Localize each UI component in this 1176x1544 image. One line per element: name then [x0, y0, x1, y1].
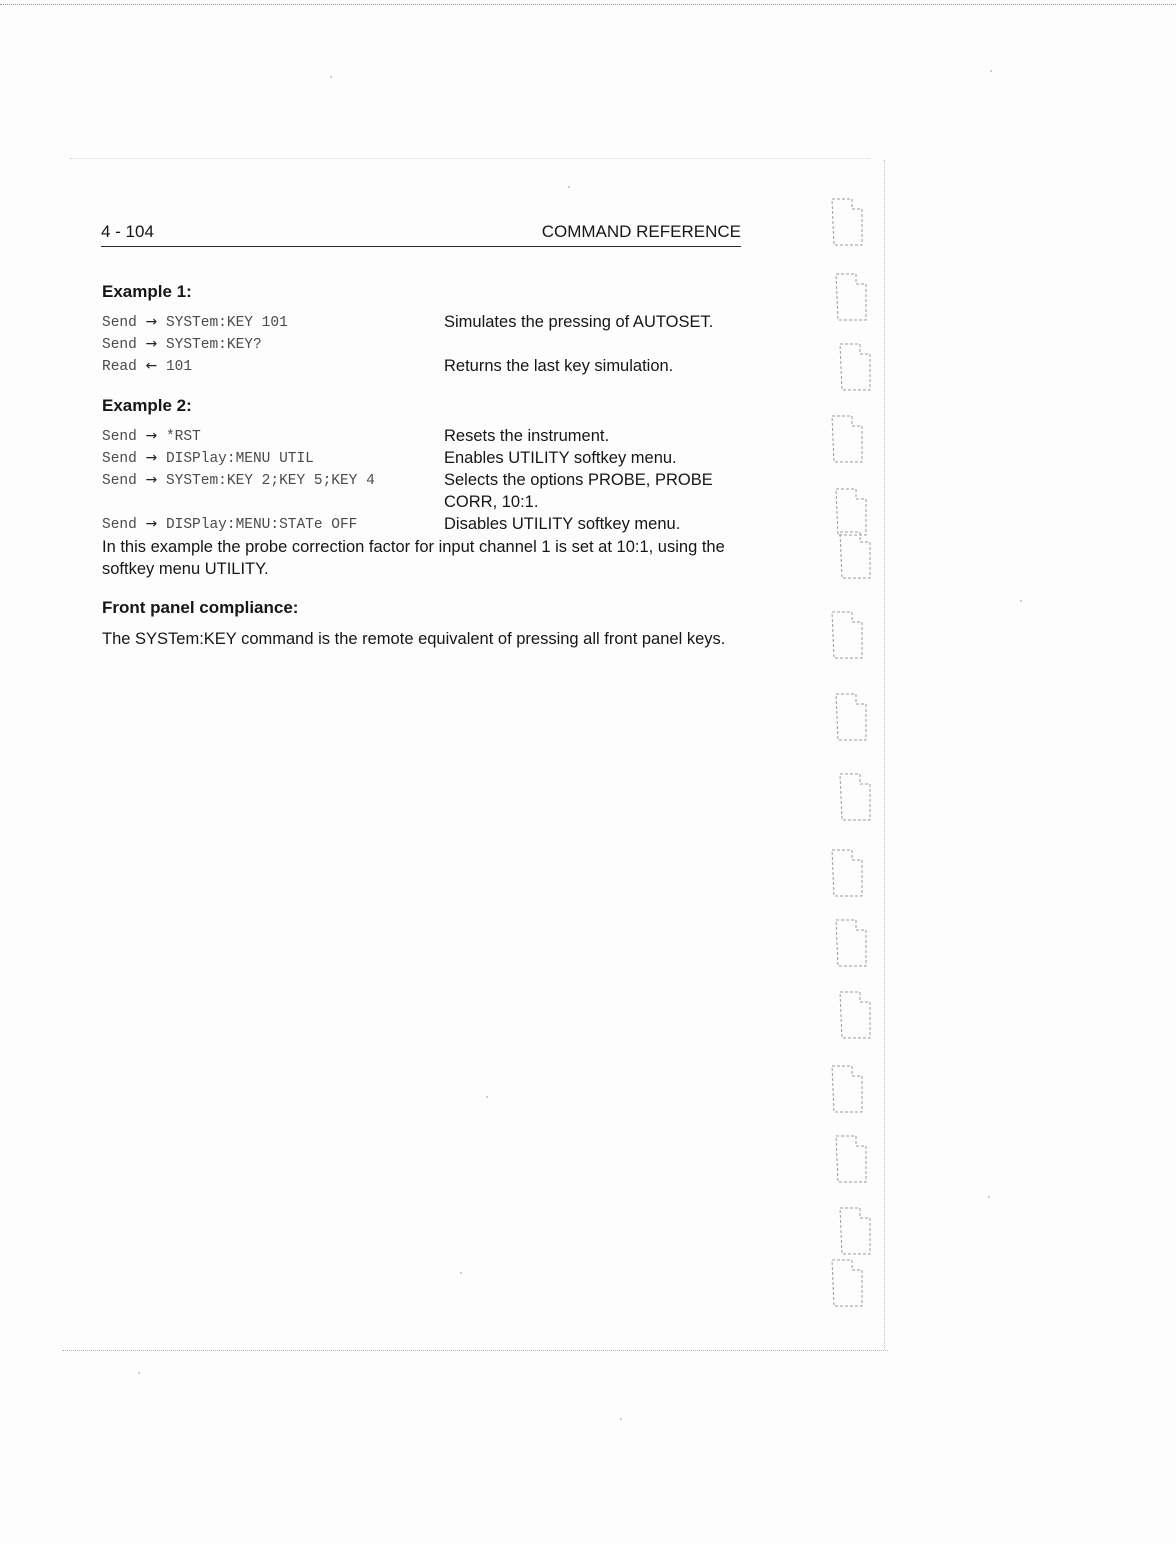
- scan-speck: [1020, 600, 1022, 602]
- compliance-heading: Front panel compliance:: [102, 598, 299, 617]
- example2-row-1-command: [102, 428, 201, 445]
- arrow-right-icon: →: [145, 336, 158, 352]
- scan-edge-bottom: [62, 1350, 888, 1351]
- example2-row-4-command: [102, 516, 357, 533]
- scan-speck: [568, 186, 570, 188]
- verb: Send: [102, 451, 137, 467]
- section-title: COMMAND REFERENCE: [541, 222, 741, 241]
- verb: Read: [102, 359, 137, 375]
- example2-row-2-command: [102, 450, 314, 467]
- index-tab-mark: [822, 1204, 878, 1264]
- scan-speck: [486, 1096, 488, 1098]
- example2-note: In this example the probe correction factor for input channel 1 is set at 10:1, using the softkey menu UTILITY.: [102, 538, 725, 578]
- index-tab-mark: [822, 846, 878, 906]
- scan-edge-inner: [70, 158, 870, 159]
- index-tab-mark: [822, 195, 878, 255]
- example2-row-3-description-cont: CORR, 10:1.: [444, 493, 539, 511]
- example2-row-1-description: Resets the instrument.: [444, 427, 610, 445]
- index-tab-mark: [822, 690, 878, 750]
- page-number: 4 - 104: [101, 222, 154, 241]
- index-tab-mark: [822, 770, 878, 830]
- arrow-right-icon: →: [145, 516, 158, 532]
- command-text: DISPlay:MENU UTIL: [165, 451, 314, 467]
- example2-row-4-description: Disables UTILITY softkey menu.: [444, 515, 681, 533]
- verb: Send: [102, 473, 137, 489]
- arrow-left-icon: ←: [145, 358, 158, 374]
- index-tab-mark: [822, 412, 878, 472]
- example2-heading: Example 2:: [102, 396, 192, 415]
- index-tab-mark: [822, 1256, 878, 1316]
- verb: Send: [102, 337, 137, 353]
- index-tab-mark: [822, 340, 878, 400]
- command-text: DISPlay:MENU:STATe OFF: [165, 517, 358, 533]
- index-tab-mark: [822, 528, 878, 588]
- example2-row-2-description: Enables UTILITY softkey menu.: [444, 449, 677, 467]
- index-tab-mark: [822, 1062, 878, 1122]
- index-tab-mark: [822, 988, 878, 1048]
- scan-speck: [460, 1272, 462, 1274]
- example1-row-2-command: [102, 336, 262, 353]
- scan-edge-right: [884, 160, 885, 1350]
- example1-row-3-description: Returns the last key simulation.: [444, 357, 674, 375]
- arrow-right-icon: →: [145, 472, 158, 488]
- verb: Send: [102, 315, 137, 331]
- command-text: SYSTem:KEY 2;KEY 5;KEY 4: [165, 473, 375, 489]
- example1-heading: Example 1:: [102, 282, 192, 301]
- scan-speck: [990, 70, 992, 72]
- compliance-text: The SYSTem:KEY command is the remote equivalent of pressing all front panel keys.: [102, 630, 726, 648]
- command-text: 101: [165, 359, 193, 375]
- example1-row-1-command: [102, 314, 288, 331]
- index-tab-mark: [822, 270, 878, 330]
- arrow-right-icon: →: [145, 428, 158, 444]
- page-header: [101, 222, 741, 247]
- scan-speck: [330, 76, 332, 78]
- example1-row-3-command: [102, 358, 192, 375]
- scan-speck: [138, 1372, 140, 1374]
- arrow-right-icon: →: [145, 314, 158, 330]
- example1-row-1-description: Simulates the pressing of AUTOSET.: [444, 313, 714, 331]
- command-text: SYSTem:KEY 101: [165, 315, 288, 331]
- command-text: SYSTem:KEY?: [165, 337, 262, 353]
- index-tab-mark: [822, 1132, 878, 1192]
- example2-row-3-description: Selects the options PROBE, PROBE: [444, 471, 713, 489]
- index-tab-mark: [822, 916, 878, 976]
- scan-edge-top: [0, 4, 1176, 5]
- verb: Send: [102, 517, 137, 533]
- example2-row-3-command: [102, 472, 375, 489]
- command-text: *RST: [165, 429, 201, 445]
- scan-speck: [620, 1418, 622, 1420]
- index-tab-mark: [822, 608, 878, 668]
- verb: Send: [102, 429, 137, 445]
- scan-speck: [988, 1196, 990, 1198]
- arrow-right-icon: →: [145, 450, 158, 466]
